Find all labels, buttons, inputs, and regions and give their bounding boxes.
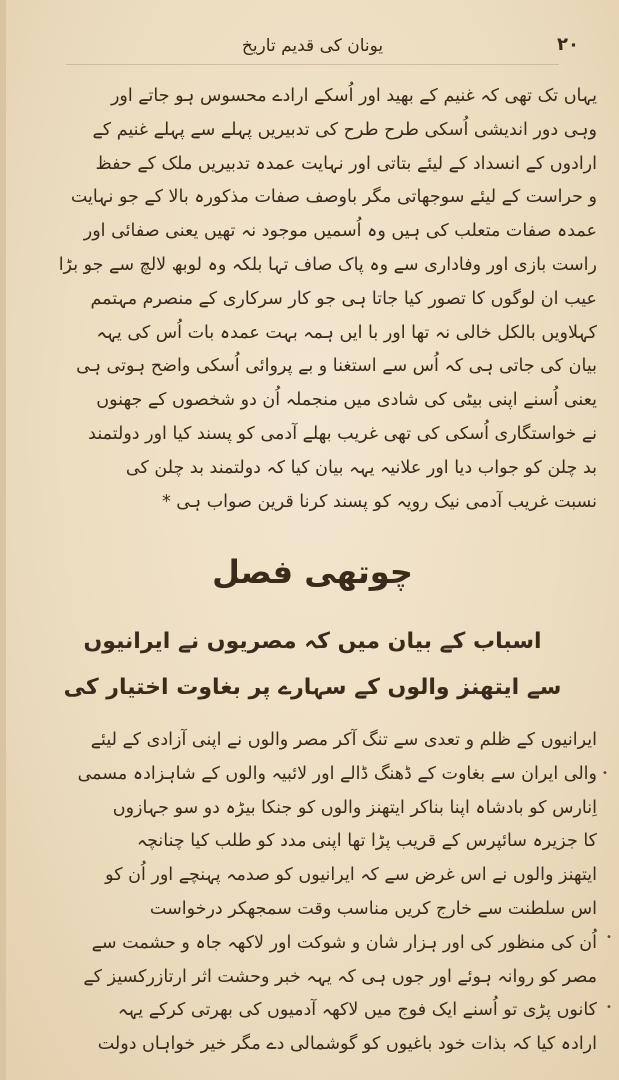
margin-dot: • xyxy=(602,768,608,779)
text-line: بیان کی جاتی ہی کہ اُس سے استغنا و بے پروائی اُسکی واضح ہوتی ہی xyxy=(76,356,597,377)
paragraph-1 xyxy=(28,80,597,519)
page-header xyxy=(46,34,579,64)
text-line: اِنارس کو بادشاہ اپنا بناکر ایتھنز والوں کو جنکا بیڑہ دو سو جہازوں xyxy=(112,797,597,818)
text-line: وہی دور اندیشی اُسکی طرح طرح کی تدبیریں پہلے سے پہلے غنیم کے xyxy=(92,119,597,140)
margin-dot: • xyxy=(606,932,612,943)
text-line: نسبت غریب آدمی نیک رویہ کو پسند کرنا قرین صواب ہی * xyxy=(161,491,597,512)
margin-dot: • xyxy=(606,1002,612,1013)
text-line: یہاں تک تھی کہ غنیم کے بھید اور اُسکے ارادے محسوس ہو جاتے اور xyxy=(110,86,597,106)
text-line: عمدہ صفات متعلب کی ہیں وہ اُسمیں موجود نہ تھیں یعنی صفائی اور xyxy=(83,221,597,242)
text-line: اس سلطنت سے خارج کریں مناسب وقت سمجھکر درخواست xyxy=(149,898,597,919)
running-title: یونان کی قدیم تاریخ xyxy=(241,36,384,56)
text-line: ارادوں کے انسداد کے لیئے بتاتی اور نہایت عمدہ تدبیریں ملک کے حفظ xyxy=(95,153,597,174)
text-line: یعنی اُسنے اپنی بیٹی کی شادی میں منجملہ اُن دو شخصوں کے جھنوں xyxy=(96,390,597,411)
text-line: کانوں پڑی تو اُسنے ایک فوج میں لاکھہ آدمیوں کی بھرتی کرکے یہہ xyxy=(117,1000,597,1021)
text-line: و حراست کے لیئے سوجھاتی مگر باوصف صفات مذکورہ بالا کے جو نہایت xyxy=(70,187,597,208)
text-line: ایرانیوں کے ظلم و تعدی سے تنگ آکر مصر والوں نے اپنی آزادی کے لیئے xyxy=(90,730,597,750)
text-line: والی ایران سے بغاوت کے ڈھنگ ڈالے اور لائبیہ والوں کے شاہزادہ مسمی xyxy=(77,763,597,784)
text-line: کا جزیرہ سائپرس کے قریب پڑا تھا اپنی مدد کو طلب کیا چنانچہ xyxy=(136,831,597,852)
text-line: بد چلن کو جواب دیا اور علانیہ یہہ بیان کیا کہ دولتمند بد چلن کی xyxy=(125,457,597,478)
text-line: ارادہ کیا کہ بذات خود باغیوں کو گوشمالی دے مگر خیر خواہاں دولت xyxy=(97,1034,597,1055)
text-line: کہلاویں بالکل خالی نہ تھا اور با ایں ہمہ بہت عمدہ بات اُس کی یہہ xyxy=(96,322,597,343)
text-line: اُن کی منظور کی اور ہزار شان و شوکت اور لاکھہ جاہ و حشمت سے xyxy=(91,932,597,953)
paragraph-2 xyxy=(28,724,597,1062)
page-number: ۲۰ xyxy=(557,34,579,55)
header-rule xyxy=(66,64,559,65)
chapter-heading: چوتھی فصل xyxy=(212,553,413,591)
text-line: راست بازی اور وفاداری سے وہ پاک صاف تہا بلکہ وہ لوبھ لالچ سے جو بڑا xyxy=(58,254,597,275)
chapter-subtitle-line: سے ایتھنز والوں کے سہارے پر بغاوت اختیار کی xyxy=(63,675,562,700)
text-line: ایتھنز والوں نے اس غرض سے کہ ایرانیوں کو صدمہ پہنچے اور اُن کو xyxy=(105,865,597,886)
text-line: عیب ان لوگوں کا تصور کیا جاتا ہی جو کار سرکاری کے منصرم مہتمم xyxy=(90,288,597,309)
chapter-subtitle-line: اسباب کے بیان میں کہ مصریوں نے ایرانیوں xyxy=(83,629,542,654)
text-line: مصر کو روانہ ہوئے اور جوں ہی کہ یہہ خبر وحشت اثر ارتازرکسیز کے xyxy=(83,966,597,987)
text-line: نے خواستگاری اُسکی کی تھی غریب بھلے آدمی کو پسند کیا اور دولتمند xyxy=(88,423,597,444)
